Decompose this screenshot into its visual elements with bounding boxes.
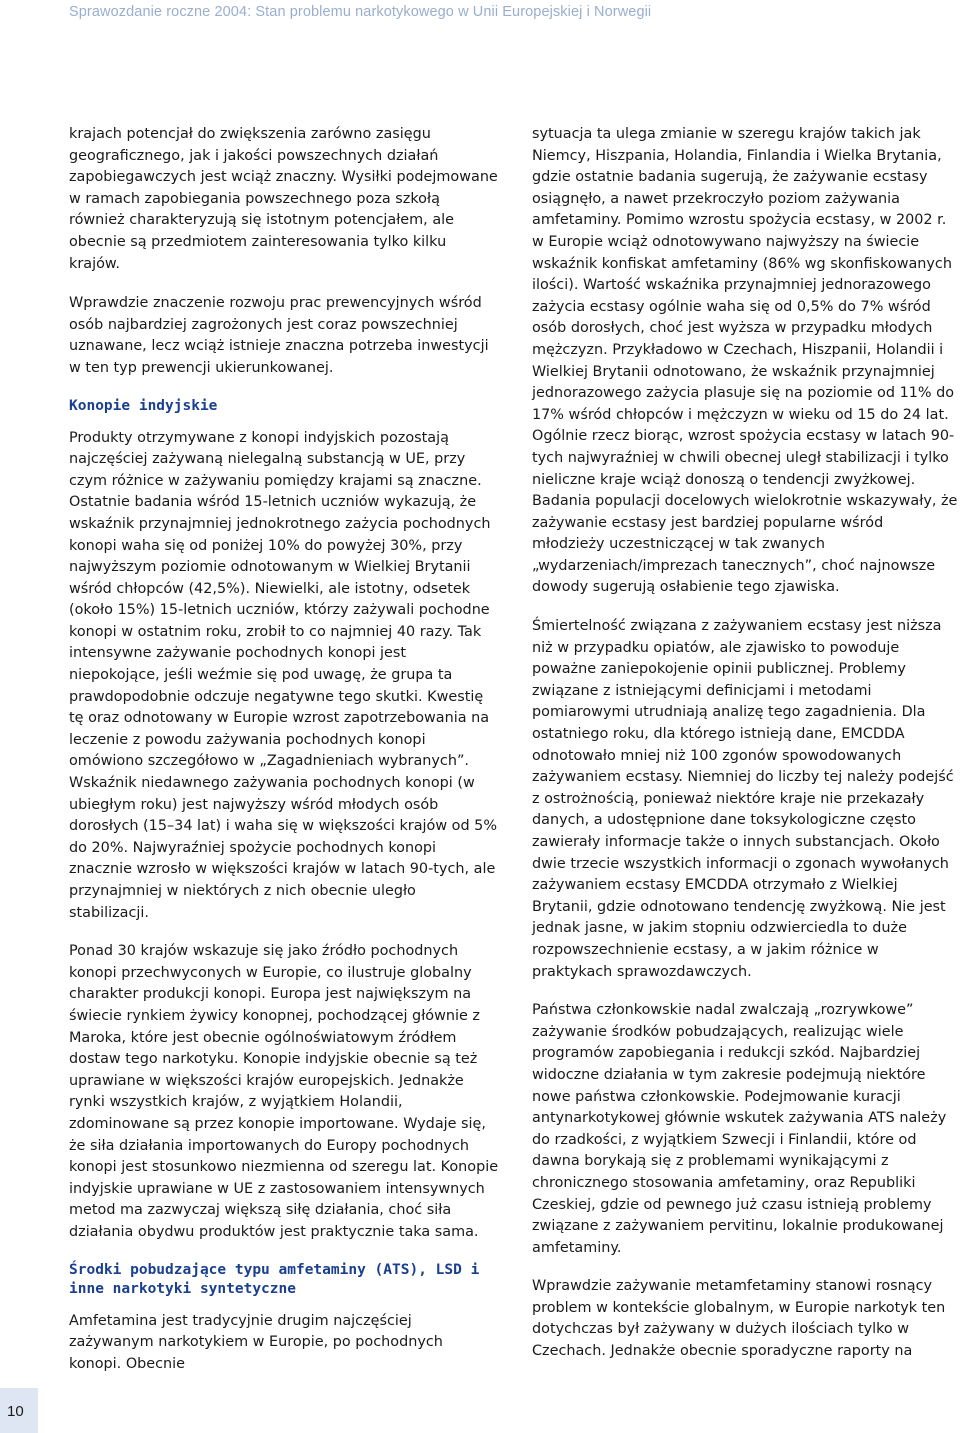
paragraph: Amfetamina jest tradycyjnie drugim najczęściej zażywanym narkotykiem w Europie, po pochodnych konopi. Obecnie <box>69 1312 443 1372</box>
paragraph: Wprawdzie zażywanie metamfetaminy stanowi rosnący problem w kontekście globalnym, w Europie narkotyk ten dotychczas był zażywany w dużych ilościach tylko w Czechach. Jednakże obecnie sporadyczne raporty na <box>532 1278 946 1360</box>
paragraph: Produkty otrzymywane z konopi indyjskich pozostają najczęściej zażywaną nielegalną substancją w UE, przy czym różnice w zażywaniu pomiędzy krajami są znaczne. Ostatnie badania wśród 15-letnich uczniów wykazują, że wskaźnik przynajmniej jednokrotnego zażycia pochodnych konopi waha się od poniżej 10% do powyżej 30%, przy najwyższym poziomie odnotowanym w Wielkiej Brytanii wśród chłopców (42,5%). Niewielki, ale istotny, odsetek (około 15%) 15-letnich uczniów, którzy zażywali pochodne konopi w ostatnim roku, zrobił to co najmniej 40 razy. Tak intensywne zażywanie pochodnych konopi jest niepokojące, jeśli weźmie się pod uwagę, że grupa ta prawdopodobnie odczuje negatywne tego skutki. Kwestię tę oraz odnotowany w Europie wzrost zapotrzebowania na leczenie z powodu zażywania pochodnych konopi omówiono szczegółowo w „Zagadnieniach wybranych”. Wskaźnik niedawnego zażywania pochodnych konopi (w ubiegłym roku) jest najwyższy wśród młodych osób dorosłych (15–34 lat) i waha się w większości krajów od 5% do 20%. Najwyraźniej spożycie pochodnych konopi znacznie wzrosło w większości krajów w latach 90-tych, ale przynajmniej w niektórych z nich obecnie uległo stabilizacji. <box>69 429 498 921</box>
paragraph: Państwa członkowskie nadal zwalczają „rozrywkowe” zażywanie środków pobudzających, realizując wiele programów zapobiegania i redukcji szkód. Najbardziej widoczne działania w tym zakresie podejmują niektóre nowe państwa członkowskie. Podejmowanie kuracji antynarkotykowej głównie wskutek zażywania ATS należy do rzadkości, z wyjątkiem Szwecji i Finlandii, które od dawna borykają się z problemami wynikającymi z chronicznego stosowania amfetaminy, oraz Republiki Czeskiej, gdzie od pewnego już czasu istnieją problemy związane z zażywaniem pervitinu, lokalnie produkowanej amfetaminy. <box>532 1002 947 1256</box>
running-header: Sprawozdanie roczne 2004: Stan problemu narkotykowego w Unii Europejskiej i Norwegii <box>69 4 652 20</box>
paragraph: Wprawdzie znaczenie rozwoju prac prewencyjnych wśród osób najbardziej zagrożonych jest coraz powszechniej uznawane, lecz wciąż istnieje znaczna potrzeba inwestycji w ten typ prewencji ukierunkowanej. <box>69 295 489 376</box>
section-heading-ats: Środki pobudzające typu amfetaminy (ATS), LSD i inne narkotyki syntetyczne <box>69 1261 480 1297</box>
right-column <box>532 124 960 1380</box>
page-number: 10 <box>7 1403 24 1420</box>
paragraph: krajach potencjał do zwiększenia zarówno zasięgu geograficznego, jak i jakości powszechnych działań zapobiegawczych jest wciąż znaczny. Wysiłki podejmowane w ramach zapobiegania powszechnego poza szkołą również charakteryzują się istotnym potencjałem, ale obecnie są przedmiotem zainteresowania tylko kilku krajów. <box>69 126 498 272</box>
page-number-tab <box>0 1388 38 1433</box>
paragraph: Śmiertelność związana z zażywaniem ecstasy jest niższa niż w przypadku opiatów, ale zjawisko to powoduje poważne zaniepokojenie opinii publicznej. Problemy związane z istniejącymi definicjami i metodami pomiarowymi utrudniają analizę tego zagadnienia. Dla ostatniego roku, dla którego istnieją dane, EMCDDA odnotowało mniej niż 100 zgonów spowodowanych zażywaniem ecstasy. Niemniej do liczby tej należy podejść z ostrożnością, ponieważ niektóre kraje nie przekazały danych, a udostępnione dane toksykologiczne często zawierały informacje także o innych substancjach. Około dwie trzecie wszystkich informacji o zgonach wywołanych zażywaniem ecstasy EMCDDA otrzymało z Wielkiej Brytanii, gdzie odnotowano tendencję zwyżkową. Nie jest jednak jasne, w jakim stopniu odzwierciedla to duże rozpowszechnienie ecstasy, a w jakim różnice w praktykach sprawozdawczych. <box>532 618 954 980</box>
section-heading-cannabis: Konopie indyjskie <box>69 397 218 414</box>
paragraph: sytuacja ta ulega zmianie w szeregu krajów takich jak Niemcy, Hiszpania, Holandia, Finlandia i Wielka Brytania, gdzie ostatnie badania sugerują, że zażywanie ecstasy osiągnęło, a nawet przekroczyło poziom zażywania amfetaminy. Pomimo wzrostu spożycia ecstasy, w 2002 r. w Europie wciąż odnotowywano najwyższy na świecie wskaźnik konfiskat amfetaminy (86% wg skonfiskowanych ilości). Wartość wskaźnika przynajmniej jednorazowego zażycia ecstasy ogólnie waha się od 0,5% do 7% wśród osób dorosłych, choć jest wyższa w przypadku młodych mężczyzn. Przykładowo w Czechach, Hiszpanii, Holandii i Wielkiej Brytanii odnotowano, że wskaźnik przynajmniej jednorazowego zażycia plasuje się na poziomie od 11% do 17% wśród chłopców i mężczyzn w wieku od 15 do 24 lat. Ogólnie rzecz biorąc, wzrost spożycia ecstasy w latach 90-tych najwyraźniej w chwili obecnej uległ stabilizacji i tylko nieliczne kraje wciąż donoszą o tendencji zwyżkowej. Badania populacji docelowych wielokrotnie wskazywały, że zażywanie ecstasy jest bardziej popularne wśród młodzieży uczestniczącej w tak zwanych „wydarzeniach/imprezach tanecznych”, choć najnowsze dowody sugerują osłabienie tego zjawiska. <box>532 126 958 596</box>
paragraph: Ponad 30 krajów wskazuje się jako źródło pochodnych konopi przechwyconych w Europie, co ilustruje globalny charakter produkcji konopi. Europa jest największym na świecie rynkiem żywicy konopnej, pochodzącej głównie z Maroka, które jest obecnie ogólnoświatowym źródłem dostaw tego narkotyku. Konopie indyjskie obecnie są też uprawiane w większości krajów europejskich. Jednakże rynki wszystkich krajów, z wyjątkiem Holandii, zdominowane są przez konopie importowane. Wydaje się, że siła działania importowanych do Europy pochodnych konopi jest stosunkowo niezmienna od szeregu lat. Konopie indyjskie uprawiane w UE z zastosowaniem intensywnych metod ma zazwyczaj większą siłę działania, choć siła działania obydwu produktów jest praktycznie taka sama. <box>69 943 499 1240</box>
left-column <box>69 124 499 1392</box>
